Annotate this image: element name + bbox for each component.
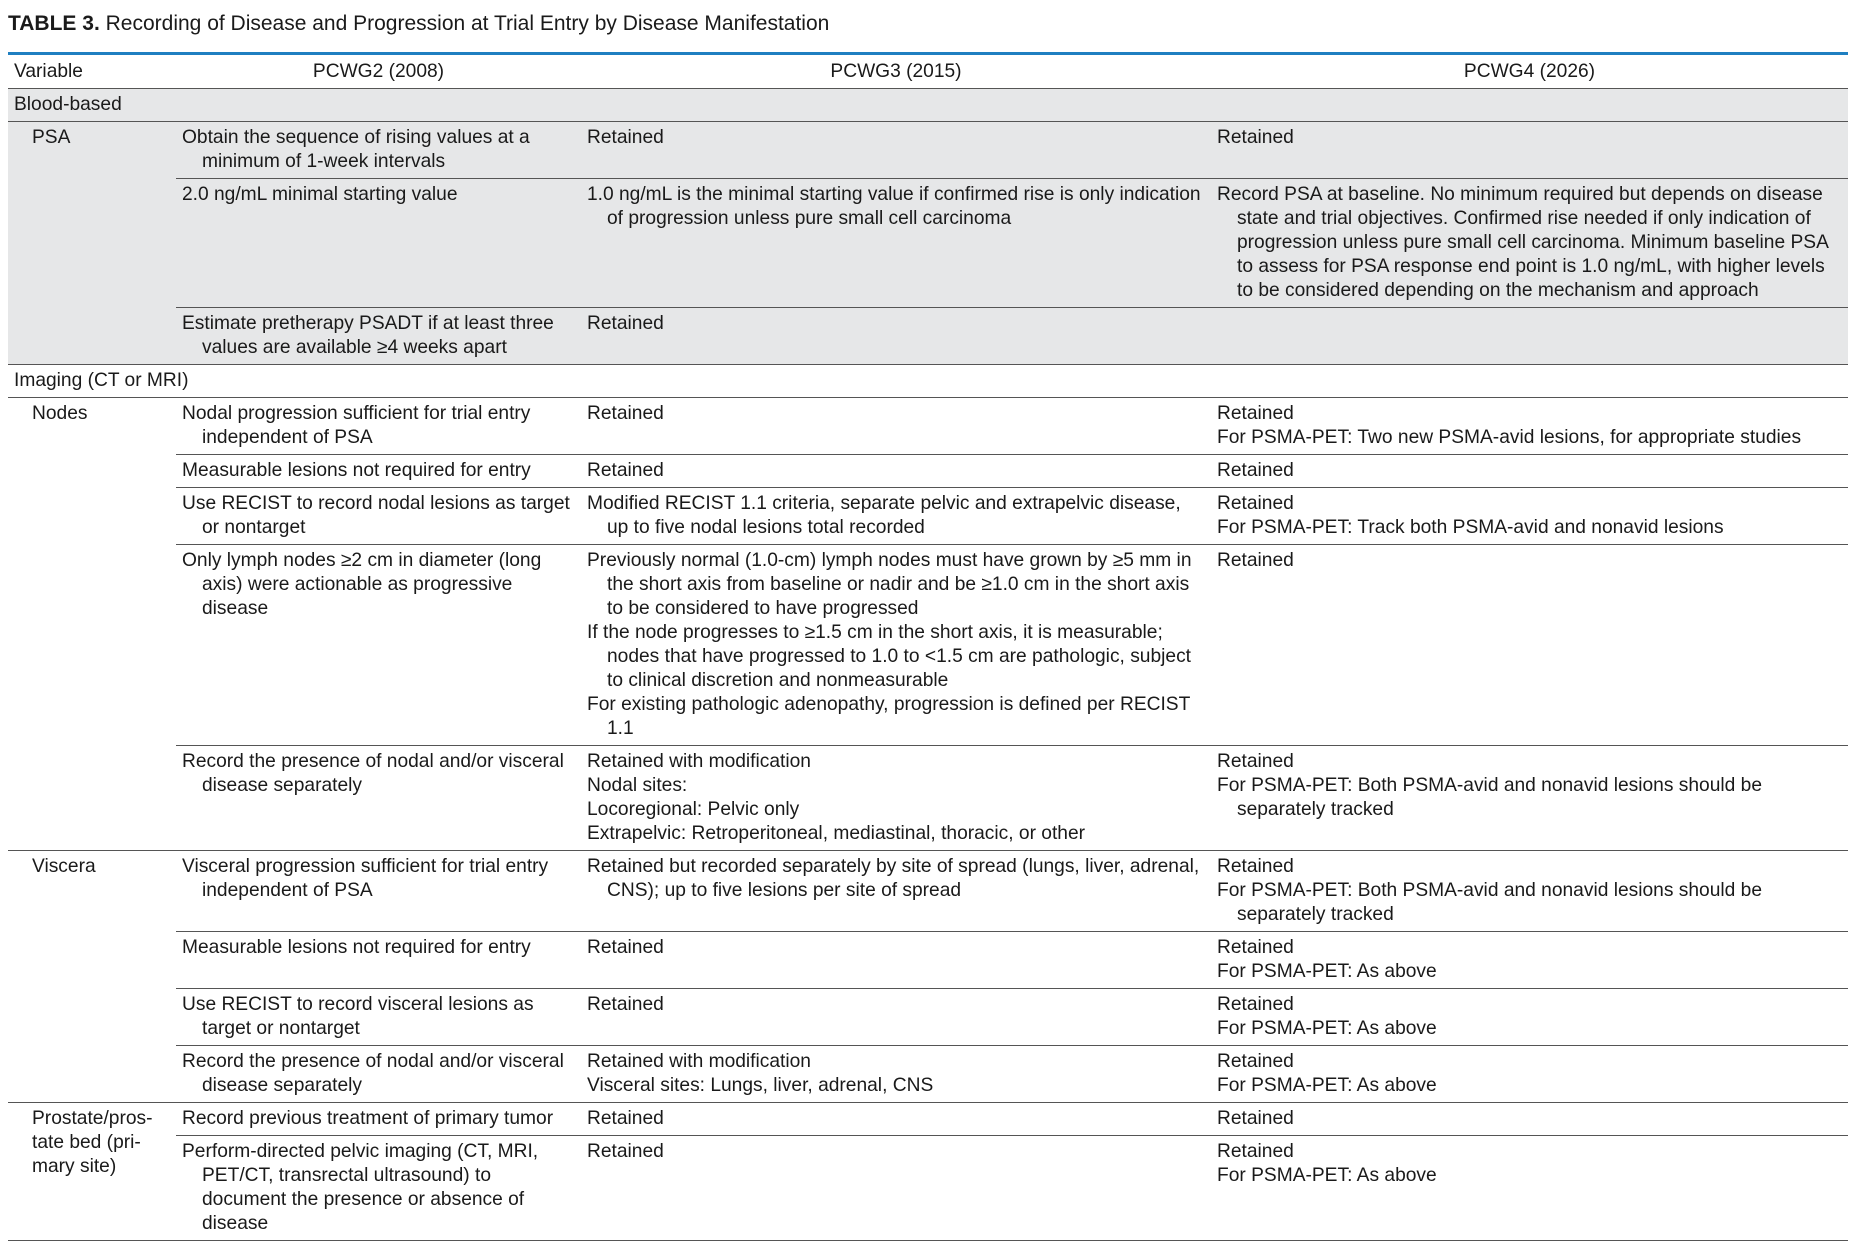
table-row — [8, 398, 1848, 455]
table-row — [8, 1136, 1848, 1241]
section-row-imaging — [8, 365, 1848, 398]
cell-pcwg4: Retained For PSMA-PET: Two new PSMA-avid lesions, for appropriate studies — [1211, 398, 1848, 455]
header-pcwg2: PCWG2 (2008) — [176, 55, 581, 89]
cell-pcwg3: Retained — [581, 989, 1211, 1046]
cell-pcwg4: Retained — [1211, 122, 1848, 179]
cell-pcwg2: Record the presence of nodal and/or visceral disease separately — [176, 746, 581, 851]
cell-pcwg3: Previously normal (1.0-cm) lymph nodes must have grown by ≥5 mm in the short axis from baseline or nadir and be ≥1.0 cm in the short axis to be considered to have progressed If the node progresses to ≥1.5 cm in the short axis, it is measurable; nodes that have progressed to 1.0 to <1.5 cm are pathologic, subject to clinical discretion and nonmeasurable For existing pathologic adenopathy, progression is defined per RECIST 1.1 — [581, 545, 1211, 746]
table-row — [8, 545, 1848, 746]
table-row — [8, 179, 1848, 308]
cell-pcwg2: Obtain the sequence of rising values at a minimum of 1-week intervals — [176, 122, 581, 179]
cell-pcwg2: Estimate pretherapy PSADT if at least three values are available ≥4 weeks apart — [176, 308, 581, 365]
header-variable: Variable — [8, 55, 176, 89]
cell-pcwg4: Retained For PSMA-PET: Both PSMA-avid and nonavid lesions should be separately tracked — [1211, 746, 1848, 851]
cell-pcwg3: Retained — [581, 308, 1211, 365]
cell-pcwg3: Retained — [581, 1136, 1211, 1241]
cell-pcwg2: Measurable lesions not required for entry — [176, 932, 581, 989]
cell-pcwg3: Retained with modification Visceral sites: Lungs, liver, adrenal, CNS — [581, 1046, 1211, 1103]
header-pcwg4: PCWG4 (2026) — [1211, 55, 1848, 89]
table-row — [8, 122, 1848, 179]
header-pcwg3: PCWG3 (2015) — [581, 55, 1211, 89]
table-title — [8, 12, 829, 36]
group-label-viscera: Viscera — [8, 851, 176, 1103]
table-row — [8, 851, 1848, 932]
cell-pcwg2: Visceral progression sufficient for trial entry independent of PSA — [176, 851, 581, 932]
cell-pcwg4: Record PSA at baseline. No minimum required but depends on disease state and trial objectives. Confirmed rise needed if only indication of progression unless pure small cell carcinoma. Minimum baseline PSA to assess for PSA response end point is 1.0 ng/mL, with higher levels to be considered depending on the mechanism and approach — [1211, 179, 1848, 308]
cell-pcwg4: Retained — [1211, 545, 1848, 746]
cell-pcwg4: Retained For PSMA-PET: As above — [1211, 1046, 1848, 1103]
cell-pcwg4: Retained For PSMA-PET: As above — [1211, 932, 1848, 989]
cell-pcwg2: Use RECIST to record nodal lesions as target or nontarget — [176, 488, 581, 545]
group-label-prostate: Prostate/pros- tate bed (pri- mary site) — [8, 1103, 176, 1241]
table-row — [8, 455, 1848, 488]
cell-pcwg4: Retained For PSMA-PET: As above — [1211, 1136, 1848, 1241]
section-row-blood — [8, 89, 1848, 122]
group-label-psa: PSA — [8, 122, 176, 365]
section-label: Blood-based — [8, 89, 1848, 122]
header-row — [8, 55, 1848, 89]
table-row — [8, 1103, 1848, 1136]
table-caption: Recording of Disease and Progression at Trial Entry by Disease Manifestation — [105, 12, 830, 35]
cell-pcwg3: Retained — [581, 932, 1211, 989]
cell-pcwg3: Retained — [581, 398, 1211, 455]
cell-pcwg3: Retained — [581, 1103, 1211, 1136]
cell-pcwg3: Modified RECIST 1.1 criteria, separate pelvic and extrapelvic disease, up to five nodal lesions total recorded — [581, 488, 1211, 545]
cell-pcwg2: Only lymph nodes ≥2 cm in diameter (long axis) were actionable as progressive disease — [176, 545, 581, 746]
cell-pcwg3: 1.0 ng/mL is the minimal starting value if confirmed rise is only indication of progression unless pure small cell carcinoma — [581, 179, 1211, 308]
cell-pcwg3: Retained but recorded separately by site of spread (lungs, liver, adrenal, CNS); up to five lesions per site of spread — [581, 851, 1211, 932]
cell-pcwg4: Retained For PSMA-PET: As above — [1211, 989, 1848, 1046]
cell-pcwg2: Use RECIST to record visceral lesions as target or nontarget — [176, 989, 581, 1046]
cell-pcwg4: Retained For PSMA-PET: Track both PSMA-avid and nonavid lesions — [1211, 488, 1848, 545]
group-label-nodes: Nodes — [8, 398, 176, 851]
table-row — [8, 308, 1848, 365]
table-row — [8, 746, 1848, 851]
section-label: Imaging (CT or MRI) — [8, 365, 1848, 398]
cell-pcwg2: Perform-directed pelvic imaging (CT, MRI, PET/CT, transrectal ultrasound) to document the presence or absence of disease — [176, 1136, 581, 1241]
cell-pcwg2: Nodal progression sufficient for trial entry independent of PSA — [176, 398, 581, 455]
cell-pcwg4: Retained For PSMA-PET: Both PSMA-avid and nonavid lesions should be separately tracked — [1211, 851, 1848, 932]
table-row — [8, 488, 1848, 545]
table-row — [8, 1046, 1848, 1103]
table-row — [8, 989, 1848, 1046]
cell-pcwg4: Retained — [1211, 1103, 1848, 1136]
cell-pcwg2: Record the presence of nodal and/or visceral disease separately — [176, 1046, 581, 1103]
cell-pcwg3: Retained — [581, 122, 1211, 179]
cell-pcwg2: Measurable lesions not required for entry — [176, 455, 581, 488]
cell-pcwg4 — [1211, 308, 1848, 365]
progression-table — [8, 55, 1848, 1241]
cell-pcwg3: Retained with modification Nodal sites: Locoregional: Pelvic only Extrapelvic: Retroperitoneal, mediastinal, thoracic, or other — [581, 746, 1211, 851]
cell-pcwg2: 2.0 ng/mL minimal starting value — [176, 179, 581, 308]
cell-pcwg2: Record previous treatment of primary tumor — [176, 1103, 581, 1136]
table-number: TABLE 3. — [8, 12, 100, 35]
table-row — [8, 932, 1848, 989]
cell-pcwg3: Retained — [581, 455, 1211, 488]
cell-pcwg4: Retained — [1211, 455, 1848, 488]
